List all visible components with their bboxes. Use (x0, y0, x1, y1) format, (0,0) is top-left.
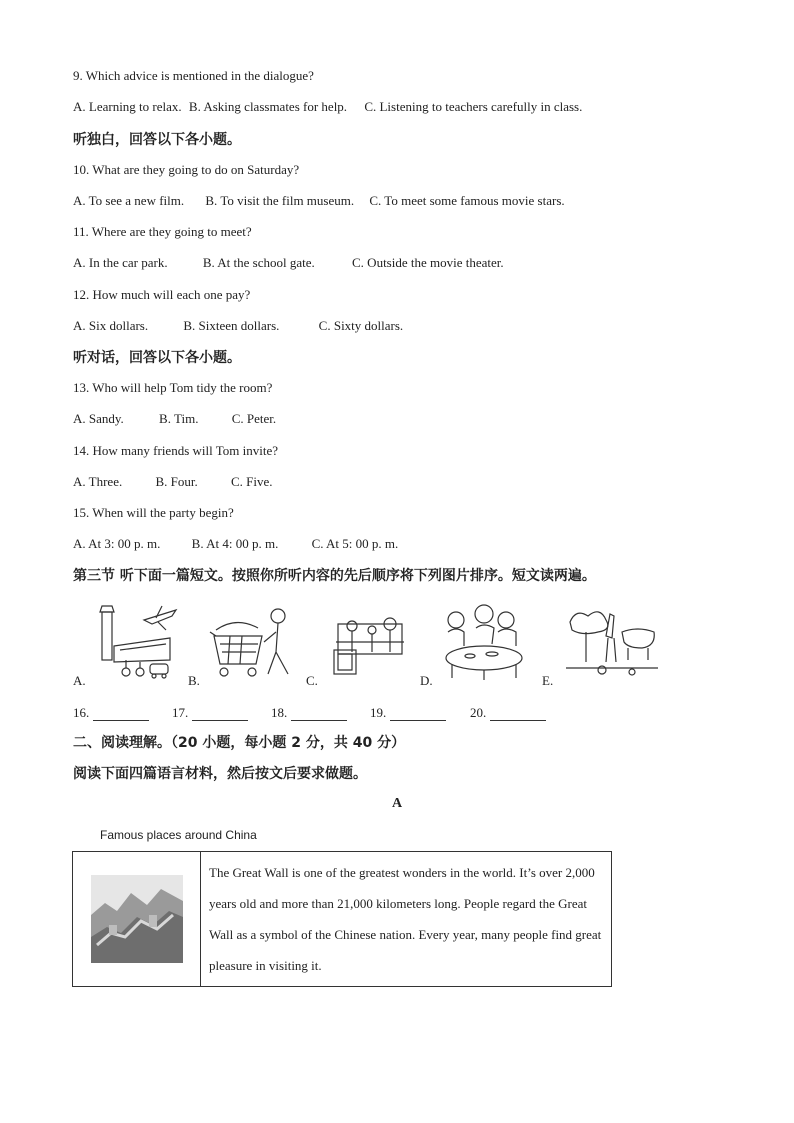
option-a: A. To see a new film. (73, 193, 185, 208)
options-14 (73, 474, 273, 490)
answer-blank-16[interactable]: 16. (73, 705, 149, 721)
options-13 (73, 411, 276, 427)
answer-blank-17[interactable]: 17. (172, 705, 248, 721)
famous-places-table (72, 851, 612, 987)
heading-monologue: 听独白，回答以下各小题。 (73, 132, 241, 148)
great-wall-image-cell (73, 852, 201, 987)
options-15 (73, 536, 398, 552)
answer-blank-18[interactable]: 18. (271, 705, 347, 721)
options-11 (73, 255, 504, 271)
option-b: B. To visit the film museum. (205, 193, 355, 208)
question-13: 13. Who will help Tom tidy the room? (73, 380, 273, 395)
option-a: A. Sandy. (73, 411, 124, 426)
option-b: B. Tim. (159, 411, 199, 426)
question-11: 11. Where are they going to meet? (73, 224, 252, 239)
great-wall-image (91, 875, 183, 963)
option-c: C. At 5: 00 p. m. (311, 536, 399, 551)
picture-label-c: C. (306, 673, 318, 688)
passage-letter: A (391, 796, 403, 811)
option-c: C. Peter. (231, 411, 277, 426)
great-wall-description: The Great Wall is one of the greatest wonders in the world. It’s over 2,000 years old and more than 21,000 kilometers long. People regard the Great Wall as a symbol of the Chinese nation. Every year, many people find great pleasure in visiting it. (201, 852, 612, 987)
option-b: B. At 4: 00 p. m. (191, 536, 279, 551)
question-9: 9. Which advice is mentioned in the dialogue? (73, 68, 314, 83)
picture-label-d: D. (420, 673, 433, 688)
option-c: C. Five. (230, 474, 273, 489)
answer-blank-19[interactable]: 19. (370, 705, 446, 721)
option-a: A. Learning to relax. (73, 99, 182, 114)
option-a: A. Three. (73, 474, 123, 489)
answer-blank-20[interactable]: 20. (470, 705, 546, 721)
options-12 (73, 318, 403, 334)
picture-shopping (206, 602, 298, 682)
options-10 (73, 193, 565, 209)
question-10: 10. What are they going to do on Saturday? (73, 162, 300, 177)
option-a: A. In the car park. (73, 255, 168, 270)
picture-label-e: E. (542, 673, 554, 688)
picture-zoo (562, 602, 660, 682)
picture-airport (96, 602, 180, 682)
question-12: 12. How much will each one pay? (73, 287, 251, 302)
option-a: A. At 3: 00 p. m. (73, 536, 161, 551)
option-a: A. Six dollars. (73, 318, 149, 333)
heading-section3: 第三节 听下面一篇短文。按照你所听内容的先后顺序将下列图片排序。短文读两遍。 (73, 568, 596, 584)
option-b: B. Four. (155, 474, 198, 489)
picture-label-a: A. (73, 673, 86, 688)
option-c: C. Outside the movie theater. (352, 255, 504, 270)
options-9 (73, 99, 582, 115)
question-14: 14. How many friends will Tom invite? (73, 443, 279, 458)
option-c: C. Sixty dollars. (318, 318, 404, 333)
question-15: 15. When will the party begin? (73, 505, 234, 520)
heading-part2-instructions: 阅读下面四篇语言材料，然后按文后要求做题。 (73, 766, 367, 782)
option-b: B. Asking classmates for help. (188, 99, 348, 114)
heading-part2: 二、阅读理解。（20 小题，每小题 2 分，共 40 分） (73, 735, 406, 751)
heading-dialogue: 听对话，回答以下各小题。 (73, 350, 241, 366)
passage-title: Famous places around China (100, 828, 257, 842)
picture-dinner (440, 602, 526, 682)
option-b: B. At the school gate. (202, 255, 315, 270)
picture-tv-family (328, 602, 408, 682)
option-c: C. To meet some famous movie stars. (369, 193, 565, 208)
option-b: B. Sixteen dollars. (183, 318, 280, 333)
option-c: C. Listening to teachers carefully in class. (364, 99, 583, 114)
picture-label-b: B. (188, 673, 200, 688)
